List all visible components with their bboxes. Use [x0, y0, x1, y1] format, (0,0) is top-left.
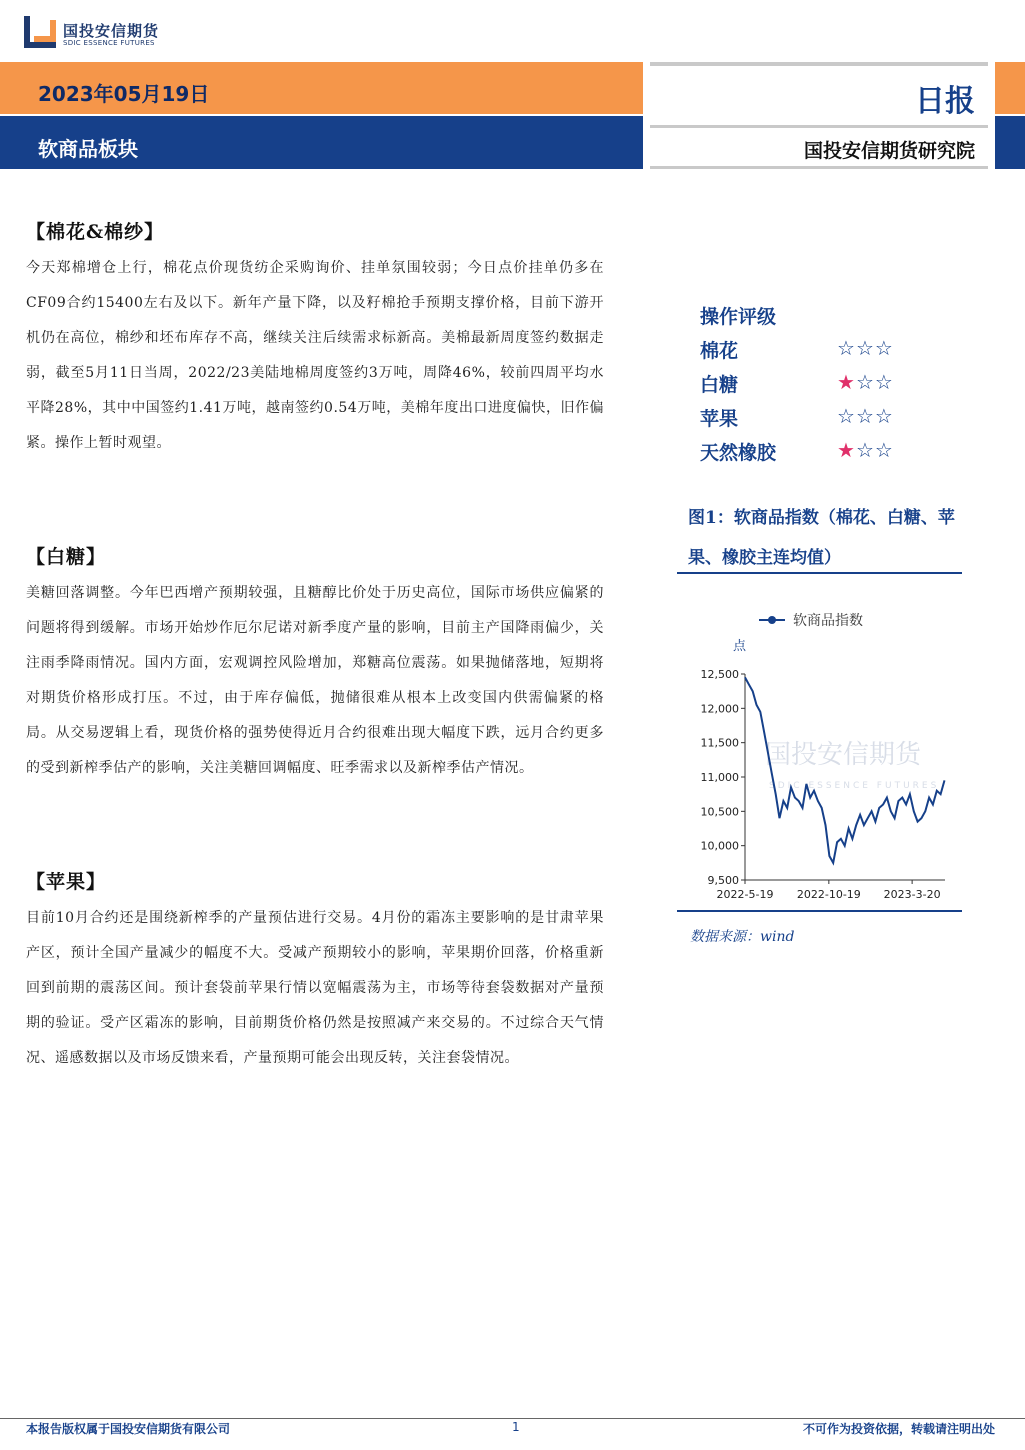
institute-name: 国投安信期货研究院 — [803, 140, 975, 162]
y-tick-label: 11,500 — [700, 736, 739, 750]
rating-name: 白糖 — [700, 374, 739, 396]
figure-divider — [677, 572, 962, 574]
rating-stars-icon — [837, 336, 894, 360]
logo-english-name: SDIC ESSENCE FUTURES — [63, 39, 155, 47]
rating-row-sugar — [700, 370, 940, 404]
watermark — [765, 740, 939, 791]
sector-title: 软商品板块 — [38, 137, 138, 161]
rating-row-cotton — [700, 336, 940, 370]
star-empty-icon: ☆ — [874, 404, 894, 428]
y-tick-label: 10,500 — [700, 805, 739, 819]
figure-title: 图1：软商品指数（棉花、白糖、苹果、橡胶主连均值） — [688, 508, 955, 568]
star-empty-icon: ☆ — [837, 336, 856, 360]
star-filled-icon: ★ — [837, 370, 856, 394]
header-divider — [650, 62, 988, 66]
watermark-english-text: SDIC ESSENCE FUTURES — [769, 781, 940, 791]
star-empty-icon: ☆ — [874, 438, 894, 462]
footer-copyright: 本报告版权属于国投安信期货有限公司 — [26, 1422, 231, 1436]
x-tick-label: 2023-3-20 — [883, 888, 941, 901]
legend-label: 软商品指数 — [793, 613, 863, 629]
star-empty-icon: ☆ — [855, 404, 875, 428]
section-body-apple: 目前10月合约还是围绕新榨季的产量预估进行交易。4月份的霜冻主要影响的是甘肃苹果产区，预计全国产量减少的幅度不大。受减产预期较小的影响，苹果期价回落，价格重新回到前期的震荡区间。预计套袋前苹果行情以宽幅震荡为主，市场等待套袋数据对产量预期的验证。受产区霜冻的影响，目前期货价格仍然是按照减产来交易的。不过综合天气情况、遥感数据以及市场反馈来看，产量预期可能会出现反转，关注套袋情况。 — [26, 910, 604, 1066]
data-source: 数据来源：wind — [690, 929, 795, 945]
footer-disclaimer: 不可作为投资依据，转载请注明出处 — [802, 1422, 995, 1436]
figure-divider — [677, 910, 962, 912]
rating-header: 操作评级 — [700, 306, 777, 328]
page-number: 1 — [512, 1420, 520, 1434]
series-line — [745, 677, 945, 862]
soft-commodity-index-chart — [677, 600, 962, 905]
section-body-cotton: 今天郑棉增仓上行，棉花点价现货纺企采购询价、挂单氛围较弱；今日点价挂单仍多在CF09合约15400左右及以下。新年产量下降，以及籽棉抢手预期支撑价格，目前下游开机仍在高位，棉纱和坯布库存不高，继续关注后续需求标新高。美棉最新周度签约数据走弱，截至5月11日当周，2022/23美陆地棉周度签约3万吨，周降46%，较前四周平均水平降28%，其中中国签约1.41万吨，越南签约0.54万吨，美棉年度出口进度偏快，旧作偏紧。操作上暂时观望。 — [26, 260, 604, 451]
y-tick-label: 11,000 — [700, 771, 739, 784]
footer-divider — [0, 1418, 1025, 1419]
report-date: 2023年05月19日 — [38, 82, 210, 106]
header-accent-strip — [995, 62, 1025, 114]
report-type-title: 日报 — [915, 84, 975, 119]
star-filled-icon: ★ — [837, 438, 856, 462]
section-body-sugar: 美糖回落调整。今年巴西增产预期较强，且糖醇比价处于历史高位，国际市场供应偏紧的问题将得到缓解。市场开始炒作厄尔尼诺对新季度产量的影响，目前主产国降雨偏少，关注雨季降雨情况。国内方面，宏观调控风险增加，郑糖高位震荡。如果抛储落地，短期将对期货价格形成打压。不过，由于库存偏低，抛储很难从根本上改变国内供需偏紧的格局。从交易逻辑上看，现货价格的强势使得近月合约很难出现大幅度下跌，远月合约更多的受到新榨季估产的影响，关注美糖回调幅度、旺季需求以及新榨季估产情况。 — [26, 585, 604, 776]
y-tick-label: 9,500 — [707, 874, 739, 887]
y-tick-label: 10,000 — [700, 839, 739, 853]
logo-name: 国投安信期货 — [63, 22, 160, 40]
rating-stars-icon — [837, 404, 894, 428]
header-divider — [650, 125, 988, 128]
rating-name: 棉花 — [700, 340, 739, 362]
star-empty-icon: ☆ — [874, 370, 894, 394]
rating-name: 天然橡胶 — [700, 442, 777, 464]
rating-row-apple — [700, 404, 940, 438]
watermark-text: 国投安信期货 — [765, 740, 922, 770]
star-empty-icon: ☆ — [874, 336, 894, 360]
section-title-apple: 【苹果】 — [26, 871, 107, 893]
x-tick-label: 2022-10-19 — [796, 888, 861, 901]
star-empty-icon: ☆ — [855, 438, 875, 462]
star-empty-icon: ☆ — [855, 336, 875, 360]
y-tick-label: 12,500 — [700, 668, 739, 681]
rating-row-rubber — [700, 438, 940, 472]
y-tick-label: 12,000 — [700, 702, 739, 716]
section-title-sugar: 【白糖】 — [26, 546, 107, 568]
x-tick-label: 2022-5-19 — [716, 888, 774, 901]
y-axis-label: 点 — [733, 639, 747, 654]
star-empty-icon: ☆ — [855, 370, 875, 394]
header-accent-strip — [995, 116, 1025, 169]
rating-stars-icon — [837, 370, 894, 394]
header-divider — [650, 166, 988, 169]
rating-name: 苹果 — [700, 408, 739, 430]
section-title-cotton: 【棉花&棉纱】 — [26, 221, 165, 243]
star-empty-icon: ☆ — [837, 404, 856, 428]
legend-marker — [768, 616, 776, 624]
rating-stars-icon — [837, 438, 894, 462]
company-logo-icon — [24, 16, 56, 48]
